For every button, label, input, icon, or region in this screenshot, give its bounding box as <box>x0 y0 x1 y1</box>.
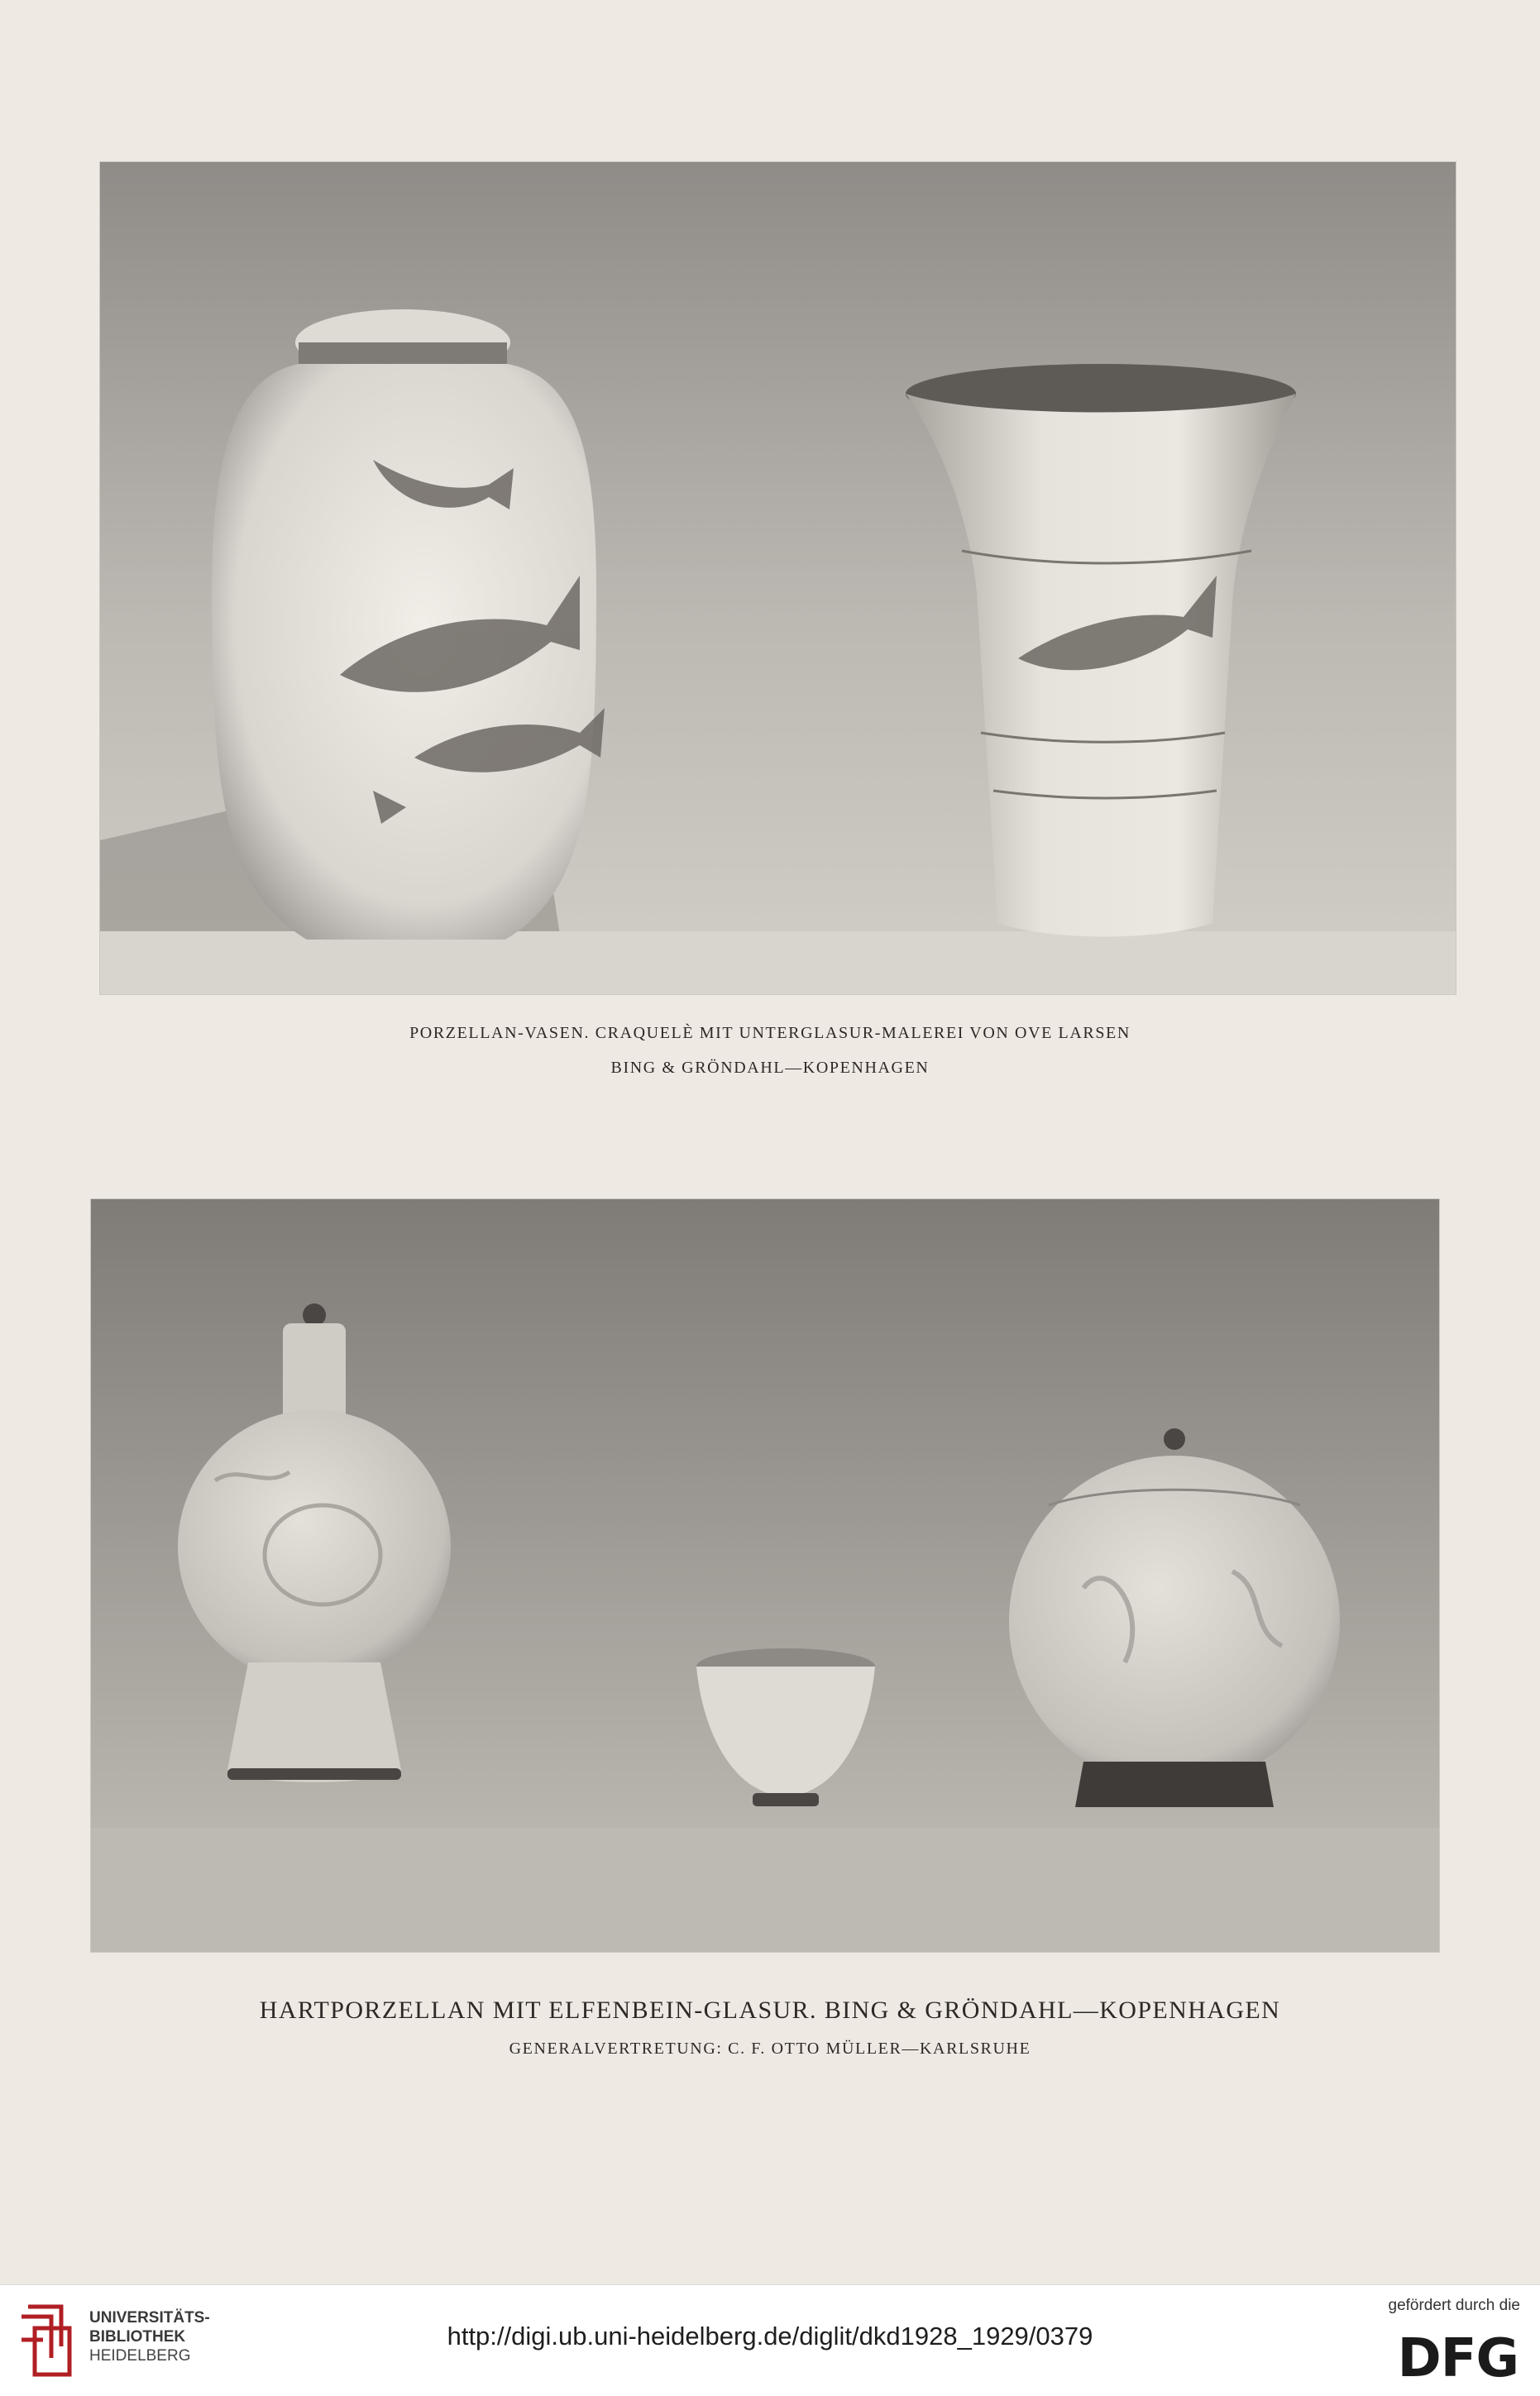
funding-note: gefördert durch die <box>1388 2297 1520 2314</box>
library-name-line2: BIBLIOTHEK <box>89 2328 186 2346</box>
dfg-logo[interactable]: DFG <box>1397 2328 1518 2389</box>
permalink-url[interactable]: http://digi.ub.uni-heidelberg.de/diglit/dkd1928_1929/0379 <box>447 2322 1093 2351</box>
photo-vases-fish <box>100 162 1456 994</box>
library-name-line1: UNIVERSITÄTS- <box>89 2309 210 2327</box>
caption-top-line2: BING & GRÖNDAHL—KOPENHAGEN <box>610 1059 930 1077</box>
library-name-line3: HEIDELBERG <box>89 2347 191 2365</box>
caption-top-line1: PORZELLAN-VASEN. CRAQUELÈ MIT UNTERGLASUR-MALEREI VON OVE LARSEN <box>409 1024 1131 1042</box>
digitization-footer <box>0 2284 1540 2396</box>
caption-bottom-line1: HARTPORZELLAN MIT ELFENBEIN-GLASUR. BING & GRÖNDAHL—KOPENHAGEN <box>259 1997 1281 2024</box>
photo-ivory-glaze-porcelain <box>91 1199 1439 1952</box>
caption-bottom-line2: GENERALVERTRETUNG: C. F. OTTO MÜLLER—KARLSRUHE <box>509 2040 1031 2058</box>
